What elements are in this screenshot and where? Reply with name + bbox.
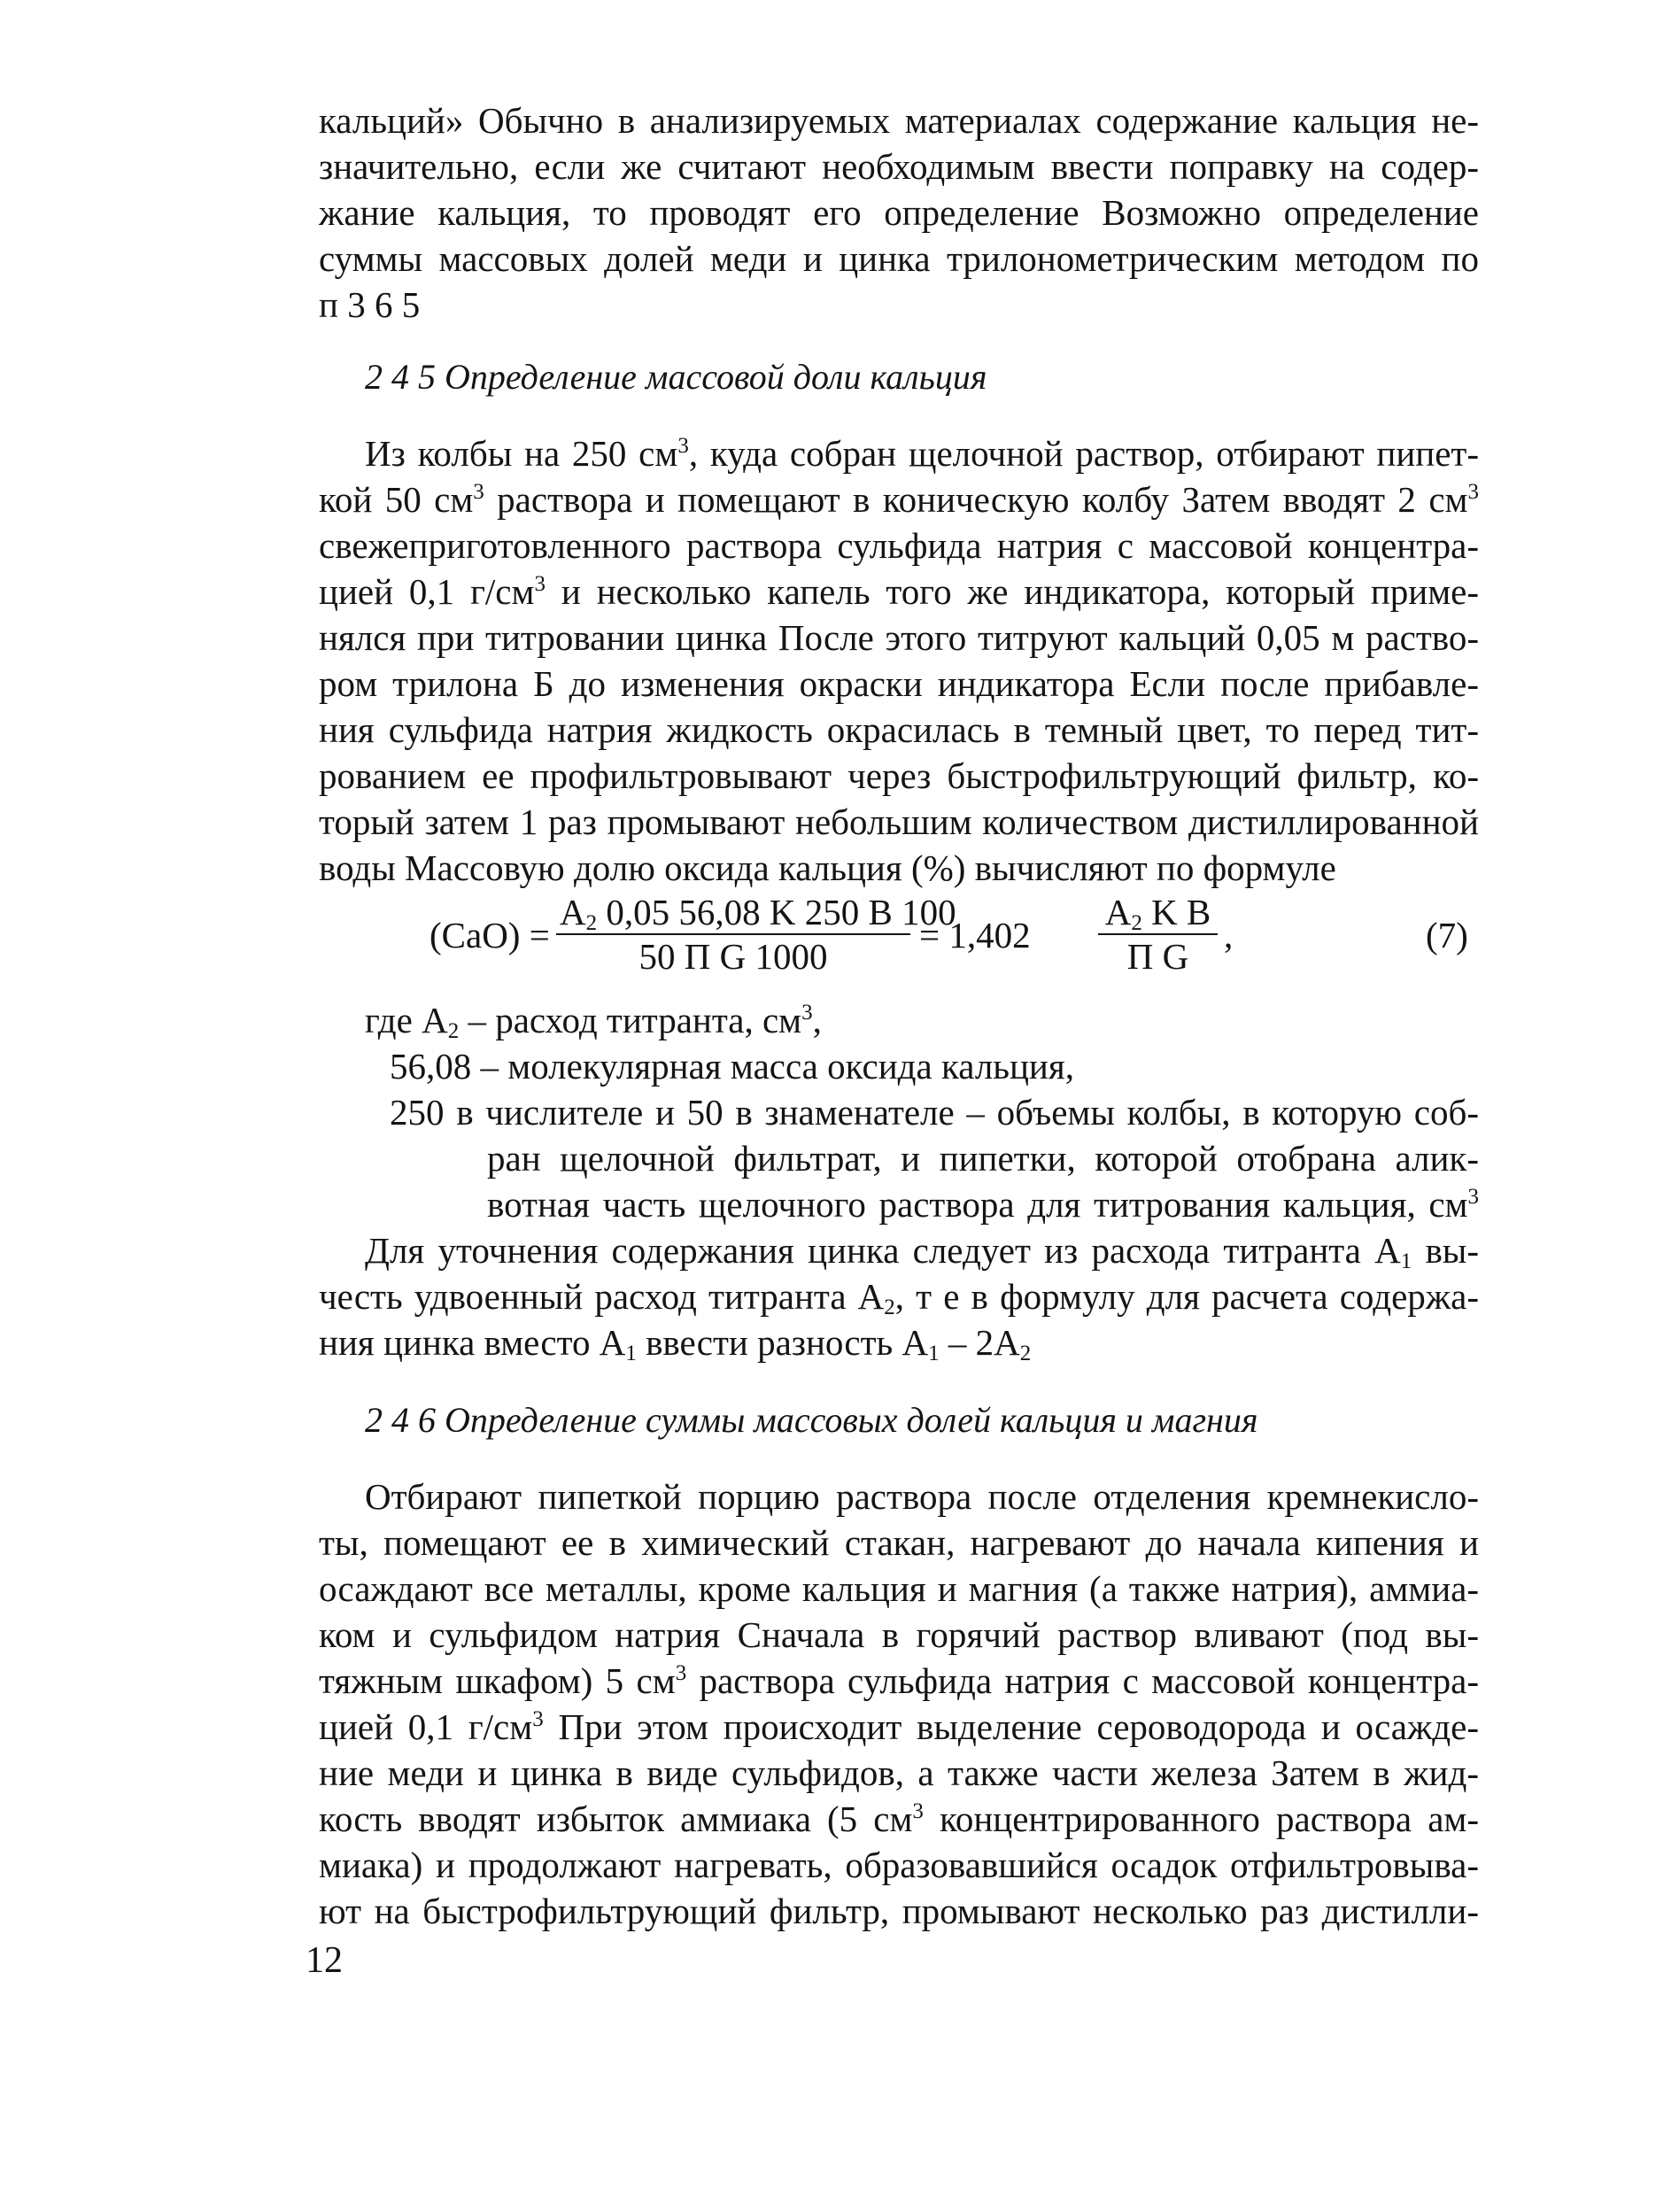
text-line: осаждают все металлы, кроме кальция и магния (а также натрия), аммиа- [319,1568,1479,1609]
section-heading-calcium: 2 4 5 Определение массовой доли кальция [365,357,987,397]
text-line: Отбирают пипеткой порцию раствора после отделения кремнекисло- [365,1476,1479,1517]
section-heading-calcium-magnesium: 2 4 6 Определение суммы массовых долей кальция и магния [365,1400,1258,1440]
definition-line: вотная часть щелочного раствора для титрования кальция, $см^3$ [487,1184,1479,1225]
text-line: п 3 6 5 [319,284,421,325]
text-line: ния сульфида натрия жидкость окрасилась в темный цвет, то перед тит- [319,709,1479,750]
paragraph-continuation [319,97,1479,328]
text-line: свежеприготовленного раствора сульфида натрия с массовой концентра- [319,525,1479,566]
text-line: ния цинка вместо $A_1$ ввести разность $A_1 - 2A_2$ [319,1322,1032,1365]
text-line: Для уточнения содержания цинка следует из расхода титранта $A_1$ вы- [365,1230,1479,1273]
text-line: ром трилона Б до изменения окраски индикатора Если после прибавле- [319,663,1479,704]
text-line: кой 50 $см^3$ раствора и помещают в коническую колбу Затем вводят 2 $см^3$ [319,479,1479,520]
text-line: суммы массовых долей меди и цинка трилонометрическим методом по [319,238,1479,279]
formula-cao [319,887,1479,985]
text-line: цией 0,1 $г/см^3$ и несколько капель того же индикатора, который приме- [319,571,1480,612]
formula-denominator-1: 50 П G 1000 [638,936,828,977]
text-line: ют на быстрофильтрующий фильтр, промывают несколько раз дистилли- [319,1891,1479,1931]
definition-line: 56,08 – молекулярная масса оксида кальция, [390,1046,1074,1087]
page-number: 12 [306,1940,343,1981]
text-line: нялся при титровании цинка После этого титруют кальций 0,05 м раство- [319,617,1479,658]
text-line: ком и сульфидом натрия Сначала в горячий раствор вливают (под вы- [319,1614,1479,1655]
formula-coefficient: = 1,402 [919,915,1031,955]
text-line: миака) и продолжают нагревать, образовавшийся осадок отфильтровыва- [319,1845,1479,1885]
text-line: ние меди и цинка в виде сульфидов, а также части железа Затем в жид- [319,1752,1479,1793]
definition-line: ран щелочной фильтрат, и пипетки, которой отобрана алик- [487,1138,1479,1179]
formula-fraction-1 [556,891,956,978]
text-line: честь удвоенный расход титранта $A_2$, т е в формулу для расчета содержа- [319,1276,1479,1319]
formula-definitions [319,997,1479,1227]
text-line: кость вводят избыток аммиака (5 $см^3$ концентрированного раствора ам- [319,1798,1479,1839]
formula-numerator-2: $A_2$ K B [1098,891,1218,935]
formula-fraction-2 [1098,891,1218,978]
text-line: торый затем 1 раз промывают небольшим количеством дистиллированной [319,801,1479,842]
text-line: ты, помещают ее в химический стакан, нагревают до начала кипения и [319,1522,1479,1563]
text-line: Из колбы на 250 $см^3$, куда собран щелочной раствор, отбирают пипет- [365,433,1479,474]
formula-number: (7) [1426,915,1468,955]
paragraph-calcium-magnesium-procedure [319,1473,1479,1934]
paragraph-zinc-correction [319,1227,1479,1365]
text-line: значительно, если же считают необходимым ввести поправку на содер- [319,146,1479,187]
definition-line: 250 в числителе и 50 в знаменателе – объемы колбы, в которую соб- [390,1092,1479,1133]
text-line: тяжным шкафом) 5 $см^3$ раствора сульфида натрия с массовой концентра- [319,1660,1479,1701]
formula-comma: , [1224,915,1234,955]
formula-denominator-2: П G [1126,936,1189,977]
text-line: жание кальция, то проводят его определение Возможно определение [319,192,1479,233]
definition-line: где $A_2$ – расход титранта, $см^3$, [365,1000,822,1043]
text-line: цией 0,1 $г/см^3$ При этом происходит выделение сероводорода и осажде- [319,1706,1479,1747]
formula-lhs: (CaO) = [429,915,550,955]
formula-numerator-1: $A_2$ 0,05 56,08 K 250 B 100 [556,891,910,935]
text-line: воды Массовую долю оксида кальция (%) вычисляют по формуле [319,847,1336,888]
text-line: кальций» Обычно в анализируемых материалах содержание кальция не- [319,100,1479,141]
text-line: рованием ее профильтровывают через быстрофильтрующий фильтр, ко- [319,755,1479,796]
paragraph-calcium-procedure [319,430,1479,891]
